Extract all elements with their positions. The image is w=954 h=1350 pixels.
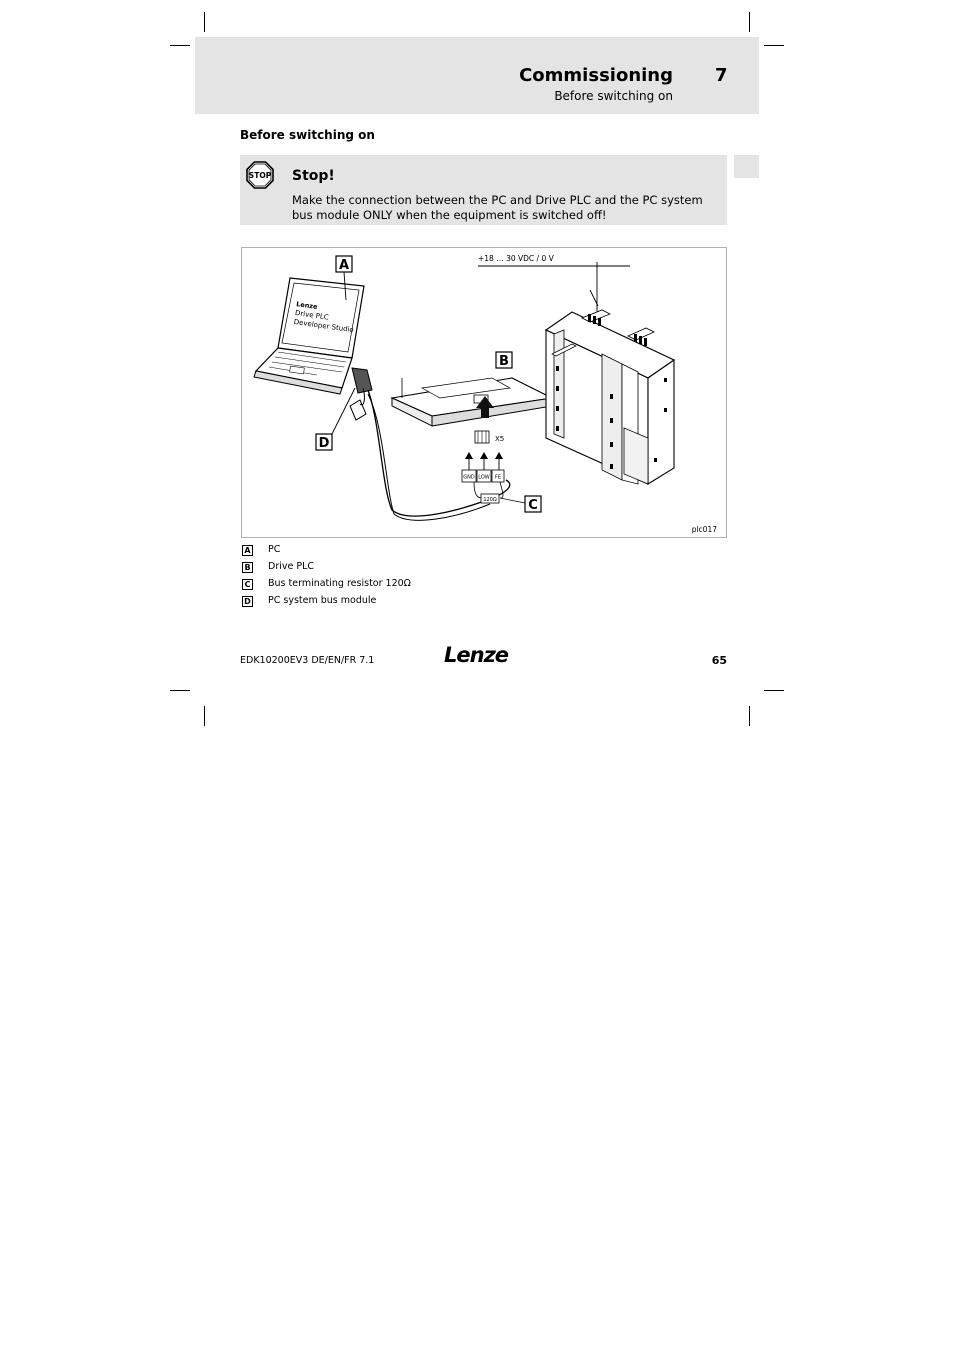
terminal-1-label: GND <box>463 474 475 481</box>
callout-c-label: C <box>528 498 538 513</box>
callout-b-label: B <box>499 354 509 369</box>
drive-plc-unit <box>546 310 674 484</box>
callout-b <box>496 352 512 369</box>
chapter-subtitle: Before switching on <box>554 89 673 103</box>
legend-key: B <box>242 562 253 573</box>
stop-icon-text: STOP <box>248 171 272 180</box>
connection-diagram <box>241 247 727 538</box>
figure-id: plc017 <box>691 525 717 534</box>
callout-d <box>316 388 355 451</box>
chapter-number: 7 <box>715 65 728 86</box>
connector-label: X5 <box>495 435 505 443</box>
crop-mark <box>170 690 190 691</box>
crop-mark <box>764 690 784 691</box>
stop-notice <box>240 155 727 225</box>
legend-key: D <box>242 596 253 607</box>
chapter-header <box>195 37 759 114</box>
crop-mark <box>764 45 784 46</box>
resistor-label: 120Ω <box>483 497 497 503</box>
callout-a-label: A <box>338 258 350 273</box>
legend-key: A <box>242 545 253 556</box>
terminal-2-label: LOW <box>478 474 490 481</box>
legend-text: PC <box>268 544 281 555</box>
crop-mark <box>749 12 750 32</box>
legend-text: Drive PLC <box>268 561 315 572</box>
stop-sign-icon <box>246 161 274 189</box>
callout-d-label: D <box>318 436 330 451</box>
terminal-3-label: FE <box>494 474 502 481</box>
legend-key: C <box>242 579 253 590</box>
screen-brand: Lenze <box>295 300 319 311</box>
crop-mark <box>749 706 750 726</box>
chapter-side-tab <box>734 155 759 178</box>
supply-label: +18 … 30 VDC / 0 V <box>478 254 554 263</box>
callout-c <box>525 496 541 513</box>
crop-mark <box>204 12 205 32</box>
legend-text: PC system bus module <box>268 595 377 606</box>
stop-text: Make the connection between the PC and Drive PLC and the PC system bus module ONLY when the equipment is switched off! <box>292 193 703 222</box>
document-id: EDK10200EV3 DE/EN/FR 7.1 <box>240 655 375 666</box>
section-heading: Before switching on <box>240 128 375 142</box>
chapter-title: Commissioning <box>519 65 673 86</box>
legend-text: Bus terminating resistor 120Ω <box>268 578 411 589</box>
screen-line-1: Drive PLC <box>294 308 330 322</box>
crop-mark <box>170 45 190 46</box>
crop-mark <box>204 706 205 726</box>
stop-title: Stop! <box>292 168 335 184</box>
x5-connector <box>475 431 489 443</box>
lenze-logo: Lenze <box>444 643 509 667</box>
screen-line-2: Developer Studio <box>293 317 355 335</box>
pc-system-bus-module <box>352 368 372 393</box>
page-number: 65 <box>711 654 727 667</box>
diagram-drawing <box>242 248 728 539</box>
